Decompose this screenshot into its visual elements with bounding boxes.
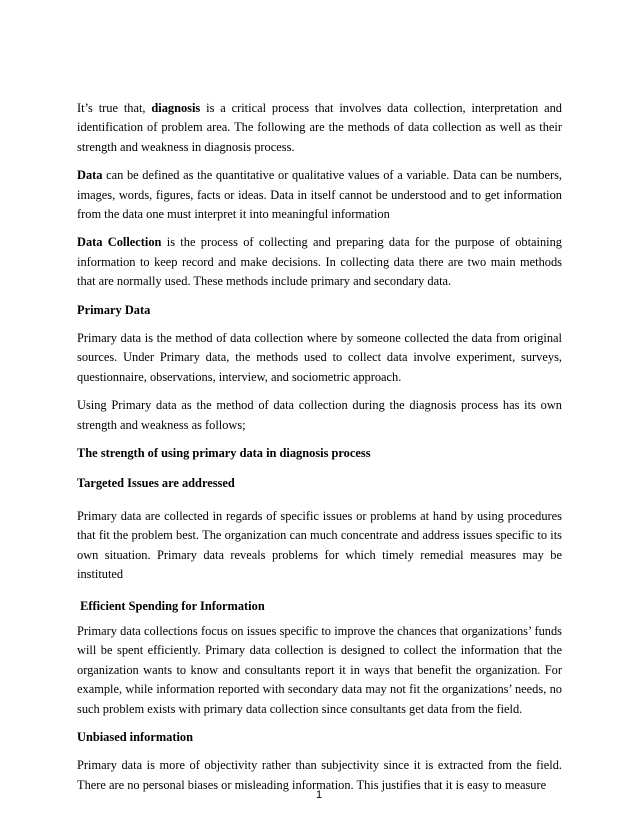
- unbiased-information-heading: Unbiased information: [77, 729, 194, 744]
- targeted-issues-heading: Targeted Issues are addressed: [77, 475, 235, 490]
- primary-data-heading: Primary Data: [77, 302, 151, 317]
- targeted-issues-paragraph: Primary data are collected in regards of specific issues or problems at hand by using procedures that fit the problem best. The organization can much concentrate and address issues specific to its own situation. Primary data reveals problems for which timely remedial measures may be instituted: [77, 508, 562, 582]
- data-definition-text: can be defined as the quantitative or qualitative values of a variable. Data can be numbers, images, words, figures, facts or ideas. Data in itself cannot be understood and to get information from the data one must interpret it into meaningful information: [77, 168, 562, 222]
- intro-paragraph: [77, 99, 562, 157]
- data-collection-paragraph: [77, 233, 562, 291]
- data-collection-term: Data Collection: [77, 235, 162, 250]
- efficient-spending-paragraph: Primary data collections focus on issues specific to improve the chances that organizations’ funds will be spent efficiently. Primary data collection is designed to collect the information that the organization wants to know and consultants report it in ways that benefit the organization. For example, while information reported with secondary data may not fit the organizations’ needs, no such problem exists with primary data collection since consultants get data from the field.: [77, 623, 562, 716]
- efficient-spending-heading: Efficient Spending for Information: [77, 598, 265, 613]
- intro-text-post: is a critical process that involves data collection, interpretation and identification of problem area. The following are the methods of data collection as well as their strength and weakness in diagnosis process.: [77, 101, 562, 154]
- data-definition-paragraph: [77, 166, 562, 224]
- strength-heading: The strength of using primary data in diagnosis process: [77, 446, 371, 461]
- unbiased-information-paragraph: Primary data is more of objectivity rather than subjectivity since it is extracted from the field. There are no personal biases or misleading information. This justifies that it is easy to measure: [77, 758, 562, 792]
- page-number: 1: [315, 789, 323, 801]
- intro-text-pre: It’s true that,: [77, 101, 152, 115]
- data-term: Data: [77, 168, 103, 183]
- document-body: [77, 99, 562, 795]
- using-primary-data-paragraph: Using Primary data as the method of data collection during the diagnosis process has its own strength and weakness as follows;: [77, 398, 562, 432]
- data-collection-text: is the process of collecting and preparing data for the purpose of obtaining information to keep record and make decisions. In collecting data there are two main methods that are normally used. These methods include primary and secondary data.: [77, 235, 562, 289]
- primary-data-paragraph: Primary data is the method of data collection where by someone collected the data from original sources. Under Primary data, the methods used to collect data involve experiment, surveys, questionnaire, observations, interview, and sociometric approach.: [77, 331, 562, 384]
- intro-bold-term: diagnosis: [151, 101, 201, 115]
